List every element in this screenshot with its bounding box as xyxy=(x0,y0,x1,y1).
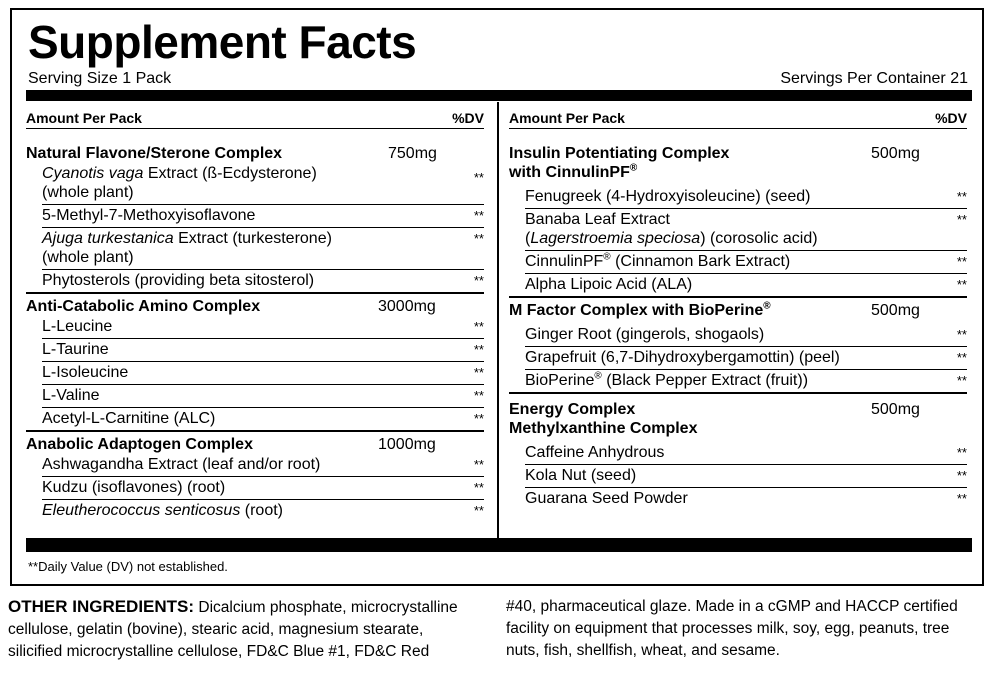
ingredient-row xyxy=(42,362,484,385)
other-ingredients-label: OTHER INGREDIENTS: xyxy=(8,597,195,616)
left-column xyxy=(26,102,484,522)
ingredient-name: Acetyl-L-Carnitine (ALC) xyxy=(42,410,216,427)
dv-value: ** xyxy=(473,319,484,334)
dv-value: ** xyxy=(473,388,484,403)
ingredient-row xyxy=(42,316,484,339)
ingredient-row xyxy=(525,370,967,392)
dv-value: ** xyxy=(956,445,967,460)
dv-value: ** xyxy=(956,254,967,269)
group-header xyxy=(26,435,484,454)
dv-value: ** xyxy=(473,480,484,495)
dv-value: ** xyxy=(956,189,967,204)
ingredient-name: L-Taurine xyxy=(42,341,109,358)
dv-value: ** xyxy=(473,411,484,426)
nutrient-group xyxy=(26,294,484,432)
other-line: cellulose, gelatin (bovine), stearic acid, magnesium stearate, xyxy=(8,621,424,638)
serving-size: Serving Size 1 Pack xyxy=(28,70,172,87)
other-line: nuts, fish, shellfish, wheat, and sesame. xyxy=(506,642,780,659)
dv-footnote: **Daily Value (DV) not established. xyxy=(28,559,228,574)
group-header xyxy=(509,400,967,438)
ingredient-row xyxy=(525,465,967,488)
ingredient-row xyxy=(42,385,484,408)
left-column-header xyxy=(26,102,484,129)
amount-per-pack-label: Amount Per Pack xyxy=(26,110,142,126)
top-divider-bar xyxy=(26,90,972,101)
ingredient-row xyxy=(42,270,484,292)
dv-value: ** xyxy=(473,208,484,223)
group-header xyxy=(509,301,967,320)
ingredient-row xyxy=(525,488,967,510)
dv-value: ** xyxy=(473,170,484,185)
dv-value: ** xyxy=(473,503,484,518)
amount-per-pack-label: Amount Per Pack xyxy=(509,110,625,126)
group-amount: 3000mg xyxy=(378,298,436,315)
group-amount: 500mg xyxy=(871,302,920,319)
ingredient-row xyxy=(525,347,967,370)
other-line: #40, pharmaceutical glaze. Made in a cGMP and HACCP certified xyxy=(506,598,958,615)
ingredient-row xyxy=(42,339,484,362)
dv-value: ** xyxy=(956,468,967,483)
other-ingredients-left xyxy=(8,596,492,663)
ingredient-row xyxy=(525,274,967,296)
other-ingredients-right xyxy=(506,596,990,662)
ingredient-name: Fenugreek (4-Hydroxyisoleucine) (seed) xyxy=(525,188,811,205)
dv-value: ** xyxy=(956,327,967,342)
column-divider xyxy=(497,102,499,538)
dv-value: ** xyxy=(473,457,484,472)
other-line: facility on equipment that processes milk, soy, egg, peanuts, tree xyxy=(506,620,950,637)
group-name: Energy Complex Methylxanthine Complex xyxy=(509,401,698,437)
ingredient-name: 5-Methyl-7-Methoxyisoflavone xyxy=(42,207,256,224)
ingredient-row xyxy=(525,251,967,274)
dv-value: ** xyxy=(956,350,967,365)
ingredient-name: Ashwagandha Extract (leaf and/or root) xyxy=(42,456,321,473)
dv-value: ** xyxy=(956,212,967,227)
ingredient-name: Cyanotis vaga Extract (ß-Ecdysterone) (whole plant) xyxy=(42,165,317,201)
group-amount: 750mg xyxy=(388,145,437,162)
group-header xyxy=(26,297,484,316)
group-header xyxy=(509,144,967,182)
nutrient-group xyxy=(26,432,484,522)
bottom-divider-bar xyxy=(26,538,972,552)
ingredient-row xyxy=(42,205,484,228)
ingredient-name: L-Valine xyxy=(42,387,100,404)
group-amount: 1000mg xyxy=(378,436,436,453)
ingredient-name: Banaba Leaf Extract (Lagerstroemia speciosa) (corosolic acid) xyxy=(525,211,818,247)
supplement-facts-panel xyxy=(10,8,984,586)
ingredient-row xyxy=(42,408,484,430)
ingredient-row xyxy=(525,324,967,347)
dv-value: ** xyxy=(473,365,484,380)
ingredient-row xyxy=(42,454,484,477)
group-name: Anabolic Adaptogen Complex xyxy=(26,436,253,453)
ingredient-name: Ajuga turkestanica Extract (turkesterone) (whole plant) xyxy=(42,230,332,266)
group-amount: 500mg xyxy=(871,145,920,162)
nutrient-group xyxy=(26,129,484,294)
ingredient-name: Guarana Seed Powder xyxy=(525,490,688,507)
ingredient-name: BioPerine® (Black Pepper Extract (fruit)) xyxy=(525,370,809,389)
ingredient-name: L-Isoleucine xyxy=(42,364,129,381)
dv-value: ** xyxy=(473,342,484,357)
nutrient-group xyxy=(509,298,967,394)
group-name: Anti-Catabolic Amino Complex xyxy=(26,298,261,315)
ingredient-name: Caffeine Anhydrous xyxy=(525,444,665,461)
nutrient-group xyxy=(509,129,967,298)
group-name: Insulin Potentiating Complex with CinnulinPF® xyxy=(509,145,730,181)
ingredient-row xyxy=(42,163,484,205)
ingredient-name: Ginger Root (gingerols, shogaols) xyxy=(525,326,765,343)
nutrient-group xyxy=(509,394,967,510)
panel-title: Supplement Facts xyxy=(28,16,417,68)
ingredient-name: Grapefruit (6,7-Dihydroxybergamottin) (peel) xyxy=(525,349,840,366)
group-amount: 500mg xyxy=(871,401,920,418)
ingredient-name: Kudzu (isoflavones) (root) xyxy=(42,479,226,496)
servings-per-container: Servings Per Container 21 xyxy=(780,70,968,87)
dv-value: ** xyxy=(956,373,967,388)
ingredient-row xyxy=(525,186,967,209)
group-name: Natural Flavone/Sterone Complex xyxy=(26,145,283,162)
ingredient-name: Alpha Lipoic Acid (ALA) xyxy=(525,276,693,293)
right-column xyxy=(509,102,967,510)
dv-label: %DV xyxy=(935,110,967,126)
other-line: silicified microcrystalline cellulose, FD&C Blue #1, FD&C Red xyxy=(8,643,430,660)
ingredient-row xyxy=(525,209,967,251)
dv-value: ** xyxy=(956,491,967,506)
right-column-header xyxy=(509,102,967,129)
group-name: M Factor Complex with BioPerine® xyxy=(509,300,771,319)
ingredient-name: CinnulinPF® (Cinnamon Bark Extract) xyxy=(525,251,791,270)
group-header xyxy=(26,144,484,163)
ingredient-name: L-Leucine xyxy=(42,318,113,335)
dv-value: ** xyxy=(473,231,484,246)
ingredient-row xyxy=(525,442,967,465)
ingredient-row xyxy=(42,500,484,522)
ingredient-row xyxy=(42,228,484,270)
dv-value: ** xyxy=(473,273,484,288)
dv-value: ** xyxy=(956,277,967,292)
ingredient-name: Kola Nut (seed) xyxy=(525,467,637,484)
other-line: Dicalcium phosphate, microcrystalline xyxy=(194,599,458,616)
ingredient-name: Eleutherococcus senticosus (root) xyxy=(42,502,283,519)
ingredient-row xyxy=(42,477,484,500)
dv-label: %DV xyxy=(452,110,484,126)
ingredient-name: Phytosterols (providing beta sitosterol) xyxy=(42,272,315,289)
